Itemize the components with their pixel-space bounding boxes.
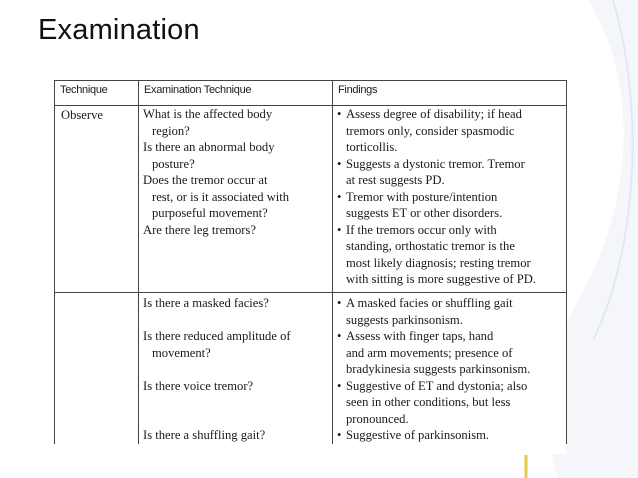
header-findings: Findings <box>333 81 567 106</box>
technique-cell-empty <box>55 293 139 444</box>
finding-line: torticollis. <box>346 140 398 154</box>
finding-line: standing, orthostatic tremor is the <box>346 239 515 253</box>
findings-cell <box>333 293 567 444</box>
exam-line: Is there reduced amplitude of <box>143 329 291 343</box>
exam-line: Is there a masked facies? <box>143 296 269 310</box>
examination-table <box>54 80 567 444</box>
finding-line: • Assess with finger taps, hand <box>337 329 494 343</box>
finding-line: • Tremor with posture/intention <box>337 189 498 204</box>
exam-line: What is the affected body <box>143 107 273 121</box>
table-header-row <box>55 81 567 106</box>
finding-line: • Suggestive of ET and dystonia; also <box>337 378 528 393</box>
exam-line: Does the tremor occur at <box>143 173 268 187</box>
exam-line: region? <box>152 123 190 138</box>
finding-line: at rest suggests PD. <box>346 173 445 187</box>
exam-line: Is there a shuffling gait? <box>143 428 266 442</box>
finding-line: suggests parkinsonism. <box>346 312 463 327</box>
finding-line: seen in other conditions, but less <box>346 395 511 409</box>
finding-line: suggests ET or other disorders. <box>346 206 503 220</box>
finding-line: • Suggests a dystonic tremor. Tremor <box>337 156 525 171</box>
examination-table-figure <box>54 80 566 454</box>
exam-line: posture? <box>152 156 195 171</box>
technique-label: Observe <box>61 108 103 122</box>
finding-line: • A masked facies or shuffling gait <box>337 296 513 310</box>
finding-line: most likely diagnosis; resting tremor <box>346 255 531 270</box>
exam-line: movement? <box>152 345 211 360</box>
finding-line: pronounced. <box>346 411 409 426</box>
finding-line: with sitting is more suggestive of PD. <box>346 272 536 286</box>
technique-cell <box>55 106 139 293</box>
table-row <box>55 293 567 444</box>
exam-cell <box>139 106 333 293</box>
finding-line: tremors only, consider spasmodic <box>346 123 515 138</box>
finding-line: • Assess degree of disability; if head <box>337 107 522 121</box>
header-technique: Technique <box>55 81 139 106</box>
table-row <box>55 106 567 293</box>
findings-cell <box>333 106 567 293</box>
finding-line: and arm movements; presence of <box>346 345 513 360</box>
finding-line: • Suggestive of parkinsonism. <box>337 428 490 442</box>
finding-line: • If the tremors occur only with <box>337 222 497 237</box>
slide-title: Examination <box>38 14 200 46</box>
header-examination-technique: Examination Technique <box>139 81 333 106</box>
exam-line: Is there voice tremor? <box>143 378 254 393</box>
exam-line: rest, or is it associated with <box>152 189 290 204</box>
exam-cell <box>139 293 333 444</box>
exam-line: Is there an abnormal body <box>143 140 275 154</box>
finding-line: bradykinesia suggests parkinsonism. <box>346 362 531 376</box>
exam-line: purposeful movement? <box>152 206 268 220</box>
exam-line: Are there leg tremors? <box>143 222 256 237</box>
